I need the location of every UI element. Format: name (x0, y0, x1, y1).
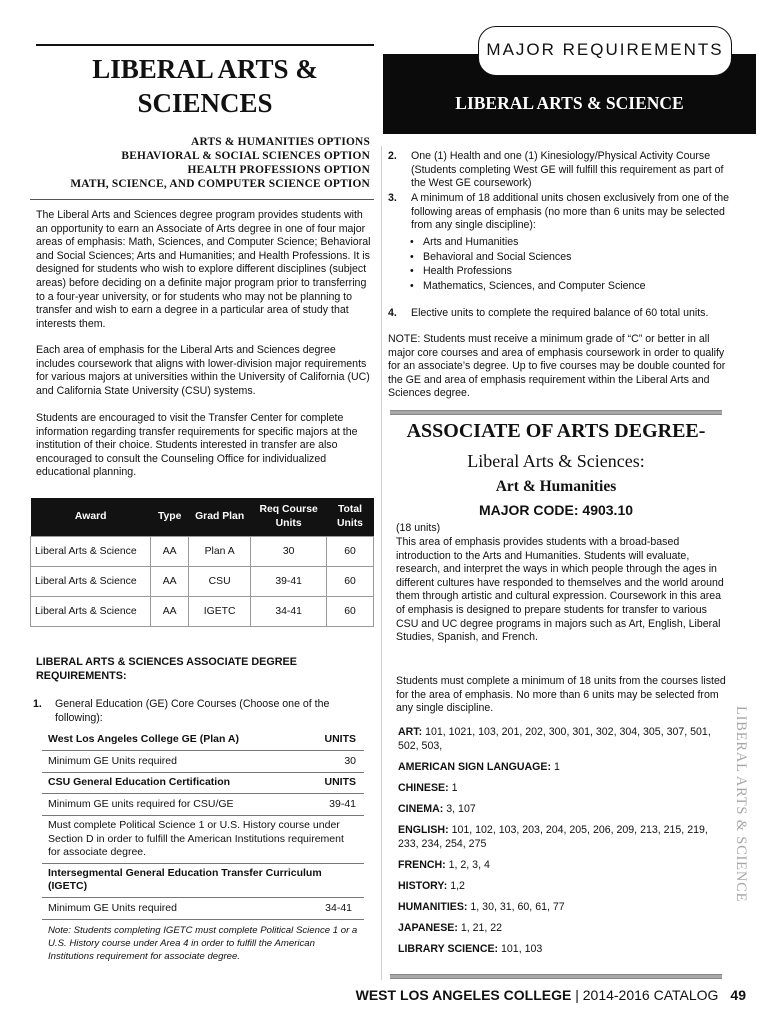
table-header: Award (31, 498, 151, 537)
divider (42, 793, 364, 794)
table-header: Type (151, 498, 189, 537)
course-numbers: 1 (451, 781, 458, 794)
option-item: BEHAVIORAL & SOCIAL SCIENCES OPTION (121, 150, 370, 162)
course-numbers: 1, 2, 3, 4 (448, 858, 490, 871)
table-cell: IGETC (188, 597, 250, 627)
table-row (31, 567, 374, 597)
divider (42, 897, 364, 898)
band-title: LIBERAL ARTS & SCIENCE (455, 93, 684, 113)
requirement-number: 2. (388, 150, 397, 162)
course-numbers: 101, 103 (501, 943, 543, 956)
list-item (398, 880, 728, 894)
table-cell: AA (151, 537, 189, 567)
requirement-text: One (1) Health and one (1) Kinesiology/Physical Activity Course (Students completing West GE will fulfill this requirement as part of the West GE coursework) (411, 150, 724, 190)
course-subject: AMERICAN SIGN LANGUAGE: (398, 760, 552, 773)
list-item: • Behavioral and Social Sciences (410, 250, 730, 265)
divider (42, 863, 364, 864)
ge-igetc-header: Intersegmental General Education Transfer Curriculum (IGETC) (48, 866, 322, 892)
major-requirements-tab (478, 26, 732, 76)
table-cell: Liberal Arts & Science (31, 597, 151, 627)
table-cell: Plan A (188, 537, 250, 567)
degree-title: ASSOCIATE OF ARTS DEGREE- (406, 420, 706, 442)
options-list (36, 135, 370, 191)
table-header-row (31, 498, 374, 537)
course-numbers: 101, 102, 103, 203, 204, 205, 206, 209, 213, 215, 219, 233, 234, 254, 275 (398, 823, 708, 850)
table-cell: AA (151, 567, 189, 597)
course-list (398, 726, 728, 964)
course-subject: FRENCH: (398, 858, 446, 871)
divider (42, 919, 364, 920)
table-cell: Liberal Arts & Science (31, 567, 151, 597)
table-cell: 30 (251, 537, 327, 567)
course-subject: HISTORY: (398, 879, 448, 892)
table-row (31, 597, 374, 627)
course-numbers: 3, 107 (446, 802, 476, 815)
ge-igetc-min: Minimum GE Units required 34-41 (48, 901, 352, 914)
table-cell: 39-41 (251, 567, 327, 597)
table-row (31, 537, 374, 567)
requirement-number: 1. (33, 698, 42, 710)
page-title (36, 52, 374, 120)
option-item: HEALTH PROFESSIONS OPTION (187, 164, 370, 176)
course-subject: JAPANESE: (398, 921, 458, 934)
table-cell: AA (151, 597, 189, 627)
gray-divider (390, 410, 722, 415)
table-cell: 60 (326, 567, 373, 597)
degree-subtitle: Liberal Arts & Sciences: (467, 451, 645, 471)
course-numbers: 1, 30, 31, 60, 61, 77 (470, 900, 565, 913)
footer-college: WEST LOS ANGELES COLLEGE (355, 987, 572, 1003)
option-item: ARTS & HUMANITIES OPTIONS (191, 136, 370, 148)
list-item (398, 782, 728, 796)
table-cell: 60 (326, 597, 373, 627)
list-item (398, 726, 728, 753)
course-subject: HUMANITIES: (398, 900, 468, 913)
ge-plan-a-min: Minimum GE Units required 30 (48, 754, 356, 767)
ge-csu-note: Must complete Political Science 1 or U.S. History course under Section D in order to fulfill the American Institutions requirement for associate degree. (48, 819, 344, 858)
page-number: 49 (730, 987, 746, 1003)
requirement-text: Elective units to complete the required balance of 60 total units. (411, 307, 709, 319)
course-subject: ART: (398, 726, 423, 738)
list-item (398, 901, 728, 915)
list-item: • Arts and Humanities (410, 235, 730, 250)
list-item (398, 859, 728, 873)
requirements-heading: LIBERAL ARTS & SCIENCES ASSOCIATE DEGREE REQUIREMENTS: (36, 656, 297, 682)
footer-catalog: | 2014-2016 CATALOG (571, 987, 719, 1003)
requirement-text: General Education (GE) Core Courses (Choose one of the following): (55, 698, 330, 724)
course-numbers: 1,2 (450, 879, 465, 892)
side-section-label: LIBERAL ARTS & SCIENCE (733, 706, 749, 903)
table-header: Req Course Units (251, 498, 327, 537)
ge-options-box (42, 733, 364, 963)
column-divider (381, 146, 382, 980)
page-title-line1: LIBERAL ARTS & (92, 54, 318, 84)
page-footer (300, 987, 746, 1003)
course-subject: ENGLISH: (398, 823, 449, 836)
page-title-line2: SCIENCES (137, 88, 273, 118)
course-subject: CHINESE: (398, 781, 449, 794)
intro-paragraph-3: Students are encouraged to visit the Transfer Center for complete information regarding transfer requirements for specific majors at the institution of their choice. Students interested in transfer are also encouraged to consult the Counseling Office for individualized educational planning. (36, 412, 358, 479)
list-item (398, 824, 728, 851)
ge-csu-min: Minimum GE units required for CSU/GE 39-41 (48, 797, 356, 810)
units-label: (18 units) (396, 522, 441, 534)
table-cell: 60 (326, 537, 373, 567)
course-subject: LIBRARY SCIENCE: (398, 943, 499, 956)
course-numbers: 101, 1021, 103, 201, 202, 300, 301, 302, 304, 305, 307, 501, 502, 503, (398, 726, 711, 752)
table-header: Total Units (326, 498, 373, 537)
list-item (398, 922, 728, 936)
major-requirements-label: MAJOR REQUIREMENTS (486, 40, 724, 59)
ge-plan-a-header: West Los Angeles College GE (Plan A) UNITS (48, 733, 356, 745)
top-rule (36, 44, 374, 46)
degree-emphasis: Art & Humanities (495, 478, 617, 495)
course-numbers: 1 (553, 760, 560, 773)
intro-paragraph-2: Each area of emphasis for the Liberal Arts and Sciences degree includes coursework that aligns with lower-division major requirements for various majors at universities within the University of California (UC) and California State University (CSU) systems. (36, 344, 370, 397)
divider (42, 750, 364, 751)
ge-igetc-note: Note: Students completing IGETC must complete Political Science 1 or a U.S. History course under Area 4 in order to fulfill the American Institutions requirement for associate degree. (48, 925, 358, 962)
major-code: MAJOR CODE: 4903.10 (478, 502, 634, 518)
list-item: • Health Professions (410, 264, 730, 279)
option-item: MATH, SCIENCE, AND COMPUTER SCIENCE OPTION (70, 178, 370, 190)
awards-table (30, 498, 374, 627)
emphasis-list (410, 235, 730, 293)
grade-note: NOTE: Students must receive a minimum grade of “C” or better in all major core courses and area of emphasis coursework in order to qualify for an associate’s degree. Up to five courses may be double counted for the GE and area of emphasis requirement within the Liberal Arts and Sciences degree. (388, 333, 726, 400)
course-subject: CINEMA: (398, 802, 444, 815)
section-divider (30, 199, 374, 200)
intro-paragraph-1: The Liberal Arts and Sciences degree program provides students with an opportunity to earn an Associate of Arts degree in one of four major areas of emphasis: Math, Sciences, and Computer Science; Behavioral and Social Sciences; Arts and Humanities; and Health Professions. It is designed for students who wish to explore different disciplines (subject areas) before deciding on a definite major program prior to transferring to a four-year university, or for students who may not be planning to transfer and wish to earn a degree in a particular area of study that interests them. (36, 209, 371, 330)
emphasis-description: This area of emphasis provides students with a broad-based introduction to the Arts and Humanities. Students will evaluate, research, and interpret the ways in which people through the ages in different cultures have responded to themselves and the world around them through artistic and cultural expression. Coursework in this area of emphasis is designed to prepare students for transfer to various CSU and UC degree programs in majors such as Art, English, Liberal Studies, Spanish, and French. (396, 536, 724, 644)
divider (42, 772, 364, 773)
list-item (398, 761, 728, 775)
course-numbers: 1, 21, 22 (460, 921, 503, 934)
list-item: • Mathematics, Sciences, and Computer Science (410, 279, 730, 294)
table-cell: CSU (188, 567, 250, 597)
requirement-text: A minimum of 18 additional units chosen exclusively from one of the following areas of emphasis (no more than 6 units may be selected from any single discipline): (411, 192, 729, 232)
table-cell: Liberal Arts & Science (31, 537, 151, 567)
emphasis-instructions: Students must complete a minimum of 18 units from the courses listed for the area of emphasis. No more than 6 units may be selected from any single discipline. (396, 675, 726, 715)
ge-csu-header: CSU General Education Certification UNITS (48, 776, 356, 788)
gray-divider (390, 974, 722, 979)
list-item (398, 943, 728, 957)
divider (42, 815, 364, 816)
requirement-number: 3. (388, 192, 397, 204)
table-header: Grad Plan (188, 498, 250, 537)
table-cell: 34-41 (251, 597, 327, 627)
list-item (398, 803, 728, 817)
requirement-number: 4. (388, 307, 397, 319)
